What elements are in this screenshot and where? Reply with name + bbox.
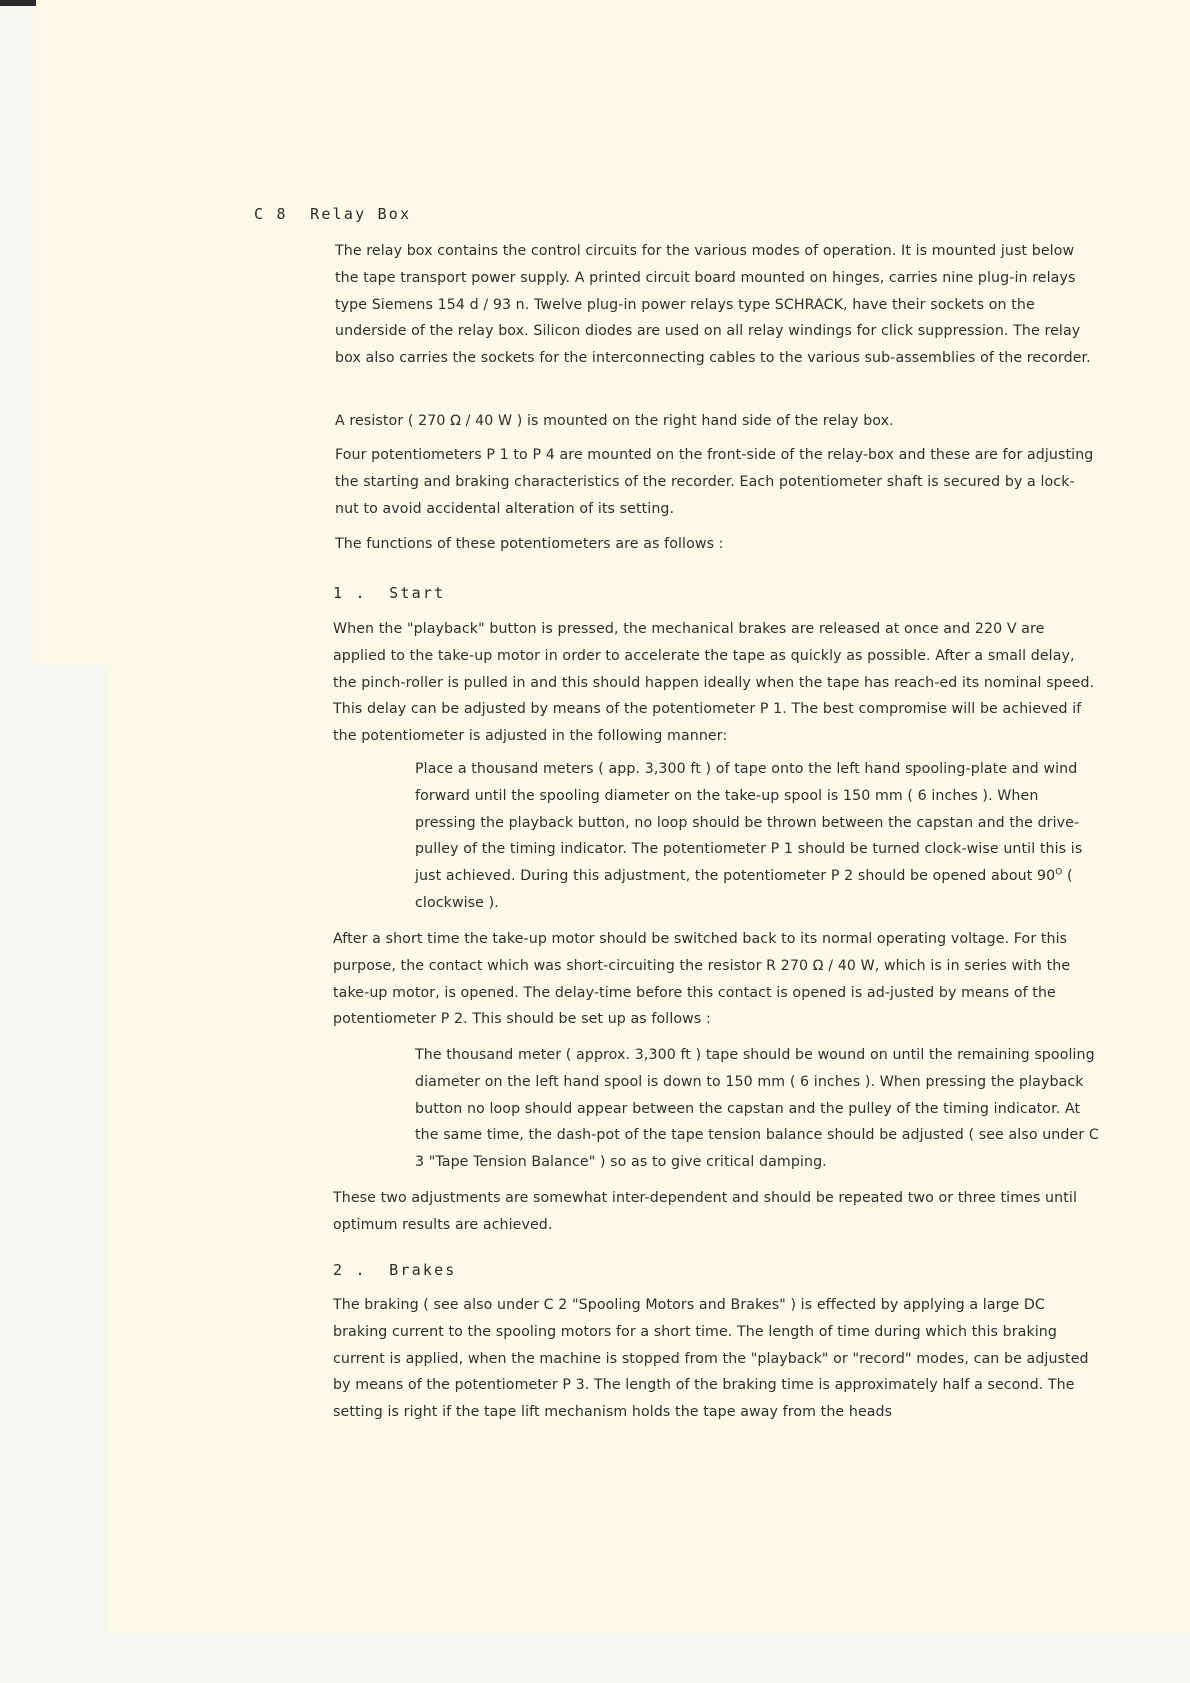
- paragraph-functions-intro: The functions of these potentiometers are as follows :: [335, 536, 724, 552]
- procedure-1-end: ( clockwise ).: [415, 868, 1073, 911]
- paragraph-start-middle: After a short time the take-up motor should be switched back to its normal operating voltage. For this purpose, the contact which was short-circuiting the resistor R 270 Ω / 40 W, which is in series with the take-up motor, is opened. The delay-time before this contact is opened is ad-justed by means of the potentiometer P 2. This should be set up as follows :: [333, 931, 1071, 1028]
- subheading-start: 1 . Start: [333, 584, 446, 602]
- paragraph-start-intro: When the "playback" button is pressed, the mechanical brakes are released at once and 220 V are applied to the take-up motor in order to accelerate the tape as quickly as possible. After a small delay, the pinch-roller is pulled in and this should happen ideally when the tape has reach-ed its nominal speed. This delay can be adjusted by means of the potentiometer P 1. The best compromise will be achieved if the potentiometer is adjusted in the following manner:: [333, 621, 1095, 745]
- paragraph-potentiometers: Four potentiometers P 1 to P 4 are mounted on the front-side of the relay-box and these are for adjusting the starting and braking characteristics of the recorder. Each potentiometer shaft is secured by a lock-nut to avoid accidental alteration of its setting.: [335, 447, 1094, 517]
- degree-symbol: O: [1055, 867, 1063, 878]
- section-heading-relay-box: C 8 Relay Box: [254, 205, 412, 223]
- paragraph-brakes: The braking ( see also under C 2 "Spooling Motors and Brakes" ) is effected by applying a large DC braking current to the spooling motors for a short time. The length of time during which this braking current is applied, when the machine is stopped from the "playback" or "record" modes, can be adjusted by means of the potentiometer P 3. The length of the braking time is approximately half a second. The setting is right if the tape lift mechanism holds the tape away from the heads: [333, 1297, 1089, 1421]
- paragraph-start-procedure-1: [415, 756, 1100, 917]
- paragraph-relay-box-description: The relay box contains the control circuits for the various modes of operation. It is mounted just below the tape transport power supply. A printed circuit board mounted on hinges, carries nine plug-in relays type Siemens 154 d / 93 n. Twelve plug-in power relays type SCHRACK, have their sockets on the underside of the relay box. Silicon diodes are used on all relay windings for click suppression. The relay box also carries the sockets for the interconnecting cables to the various sub-assemblies of the recorder.: [335, 243, 1091, 367]
- paragraph-start-procedure-2: The thousand meter ( approx. 3,300 ft ) tape should be wound on until the remaining spooling diameter on the left hand spool is down to 150 mm ( 6 inches ). When pressing the playback button no loop should appear between the capstan and the pulley of the timing indicator. At the same time, the dash-pot of the tape tension balance should be adjusted ( see also under C 3 "Tape Tension Balance" ) so as to give critical damping.: [415, 1047, 1099, 1171]
- paragraph-start-closing: These two adjustments are somewhat inter-dependent and should be repeated two or three times until optimum results are achieved.: [333, 1190, 1077, 1233]
- subheading-brakes: 2 . Brakes: [333, 1261, 457, 1279]
- paragraph-resistor: A resistor ( 270 Ω / 40 W ) is mounted on the right hand side of the relay box.: [335, 413, 894, 429]
- procedure-1-text: Place a thousand meters ( app. 3,300 ft ) of tape onto the left hand spooling-plate and wind forward until the spooling diameter on the take-up spool is 150 mm ( 6 inches ). When pressing the playback button, no loop should be thrown between the capstan and the drive-pulley of the timing indicator. The potentiometer P 1 should be turned clock-wise until this is just achieved. During this adjustment, the potentiometer P 2 should be opened about 90: [415, 761, 1083, 885]
